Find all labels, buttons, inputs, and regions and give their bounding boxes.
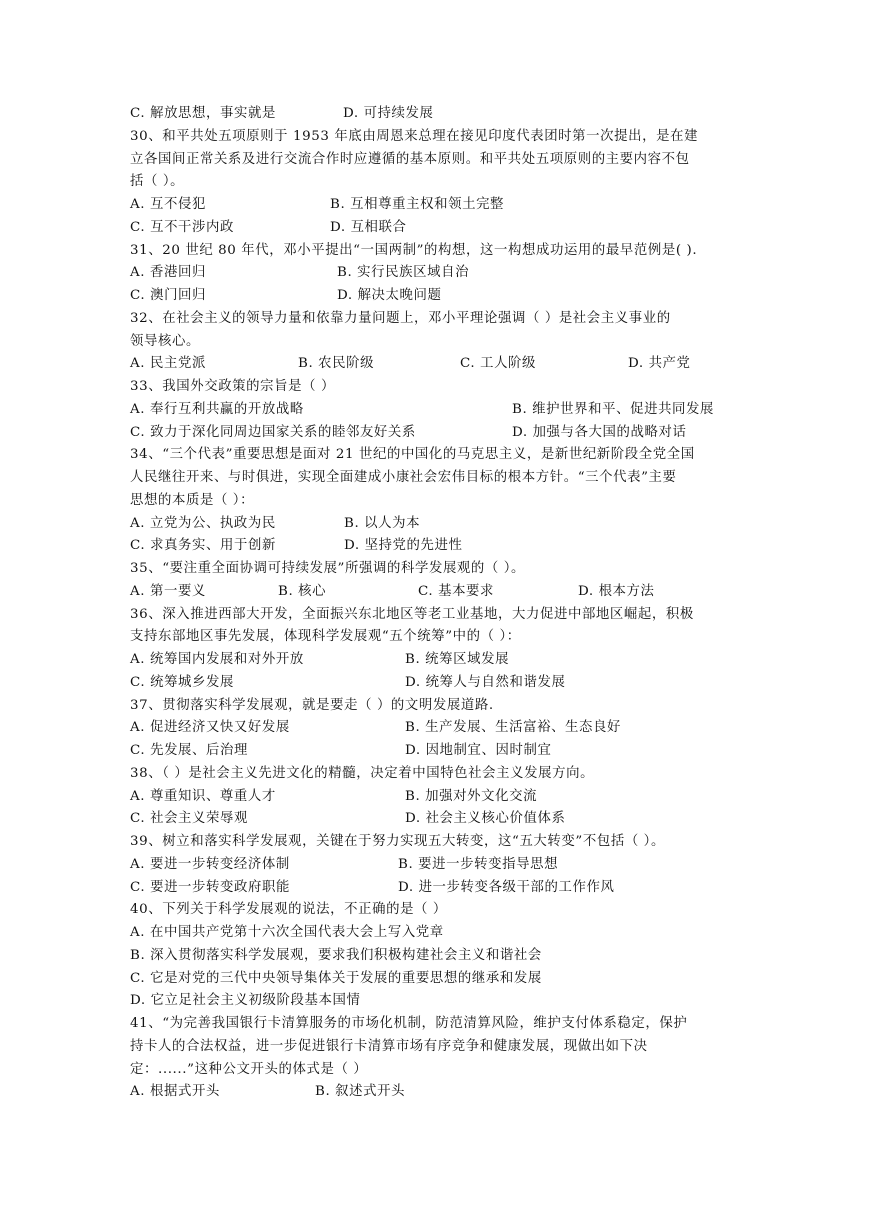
answer-option: A. 尊重知识、尊重人才 (130, 788, 276, 804)
text-line: 34、“三个代表”重要思想是面对 21 世纪的中国化的马克思主义，是新世纪新阶段全党全国 (130, 447, 695, 463)
answer-option: C. 互不干涉内政 (130, 219, 235, 235)
text-line: 立各国间正常关系及进行交流合作时应遵循的基本原则。和平共处五项原则的主要内容不包 (130, 151, 690, 167)
answer-option: D. 可持续发展 (343, 106, 434, 121)
options-line (130, 104, 740, 124)
answer-option: D. 互相联合 (330, 219, 407, 235)
answer-option: A. 第一要义 (130, 583, 206, 599)
text-line: 37、贯彻落实科学发展观，就是要走（ ）的文明发展道路. (130, 697, 494, 713)
answer-option: D. 根本方法 (578, 583, 655, 599)
options-line (130, 400, 740, 420)
answer-option: A. 要进一步转变经济体制 (130, 856, 290, 872)
answer-option: D. 加强与各大国的战略对话 (512, 424, 687, 440)
options-line (130, 787, 740, 807)
text-line: 32、在社会主义的领导力量和依靠力量问题上，邓小平理论强调（ ）是社会主义事业的 (130, 310, 671, 326)
answer-option: B. 以人为本 (344, 515, 421, 531)
text-line: 思想的本质是（ ）： (130, 492, 255, 508)
answer-option: C. 解放思想，事实就是 (130, 106, 276, 121)
answer-option: A. 根据式开头 (130, 1084, 220, 1100)
answer-option: C. 要进一步转变政府职能 (130, 879, 290, 895)
answer-option: C. 求真务实、用于创新 (130, 538, 276, 554)
options-line (130, 263, 740, 283)
options-line (130, 423, 740, 443)
text-line: 31、20 世纪 80 年代，邓小平提出“一国两制”的构想，这一构想成功运用的最早范例是( ). (130, 242, 698, 258)
text-line: 38、（ ）是社会主义先进文化的精髓，决定着中国特色社会主义发展方向。 (130, 765, 595, 781)
answer-option: D. 统筹人与自然和谐发展 (405, 674, 566, 690)
text-line: C. 它是对党的三代中央领导集体关于发展的重要思想的继承和发展 (130, 970, 542, 986)
text-line: 30、和平共处五项原则于 1953 年底由周恩来总理在接见印度代表团时第一次提出，是在建 (130, 128, 699, 144)
text-line: 39、树立和落实科学发展观，关键在于努力实现五大转变，这“五大转变”不包括（ ）。 (130, 834, 665, 849)
answer-option: A. 互不侵犯 (130, 197, 206, 212)
answer-option: B. 维护世界和平、促进共同发展 (512, 401, 715, 417)
answer-option: B. 要进一步转变指导思想 (398, 856, 559, 872)
text-line: 41、“为完善我国银行卡清算服务的市场化机制，防范清算风险，维护支付体系稳定，保护 (130, 1016, 688, 1031)
options-line (130, 855, 740, 875)
answer-option: A. 促进经济又快又好发展 (130, 720, 290, 736)
answer-option: B. 统筹区域发展 (405, 652, 510, 667)
answer-option: C. 工人阶级 (460, 356, 537, 372)
options-line (130, 878, 740, 898)
answer-option: A. 香港回归 (130, 265, 206, 281)
text-line: A. 在中国共产党第十六次全国代表大会上写入党章 (130, 925, 444, 940)
options-line (130, 354, 740, 374)
text-line: 定：......”这种公文开头的体式是（ ） (130, 1061, 368, 1077)
options-line (130, 286, 740, 306)
text-line: 支持东部地区事先发展，体现科学发展观“五个统筹”中的（ ）： (130, 629, 521, 645)
options-line (130, 218, 740, 238)
answer-option: C. 社会主义荣辱观 (130, 811, 249, 827)
answer-option: D. 因地制宜、因时制宜 (405, 743, 552, 758)
text-line: 36、深入推进西部大开发，全面振兴东北地区等老工业基地，大力促进中部地区崛起，积极 (130, 606, 694, 622)
options-line (130, 809, 740, 829)
answer-option: D. 共产党 (628, 356, 691, 372)
text-line: 领导核心。 (130, 333, 200, 349)
answer-option: C. 统筹城乡发展 (130, 674, 235, 690)
text-line: 括（ ）。 (130, 174, 185, 190)
options-line (130, 741, 740, 761)
answer-option: D. 解决太晚问题 (337, 288, 442, 303)
answer-option: D. 社会主义核心价值体系 (405, 811, 566, 827)
answer-option: B. 加强对外文化交流 (405, 788, 538, 804)
text-line: 33、我国外交政策的宗旨是（ ） (130, 379, 335, 394)
answer-option: A. 立党为公、执政为民 (130, 515, 276, 531)
answer-option: D. 进一步转变各级干部的工作作风 (398, 879, 615, 895)
answer-option: B. 互相尊重主权和领土完整 (330, 197, 505, 212)
options-line (130, 582, 740, 602)
text-line: 人民继往开来、与时俱进，实现全面建成小康社会宏伟目标的根本方针。“三个代表”主要 (130, 470, 677, 485)
answer-option: B. 核心 (278, 583, 327, 599)
answer-option: A. 奉行互利共赢的开放战略 (130, 401, 304, 417)
options-line (130, 536, 740, 556)
options-line (130, 673, 740, 693)
answer-option: C. 基本要求 (418, 583, 495, 599)
text-line: 40、下列关于科学发展观的说法，不正确的是（ ） (130, 902, 447, 918)
options-line (130, 195, 740, 215)
text-line: 35、“要注重全面协调可持续发展”所强调的科学发展观的（ ）。 (130, 561, 526, 576)
text-line: 持卡人的合法权益，进一步促进银行卡清算市场有序竞争和健康发展，现做出如下决 (130, 1038, 648, 1054)
answer-option: A. 民主党派 (130, 356, 206, 372)
answer-option: B. 实行民族区域自治 (337, 265, 470, 281)
answer-option: A. 统筹国内发展和对外开放 (130, 652, 304, 667)
answer-option: B. 农民阶级 (298, 356, 375, 372)
answer-option: C. 澳门回归 (130, 288, 207, 303)
options-line (130, 514, 740, 534)
answer-option: B. 生产发展、生活富裕、生态良好 (405, 720, 622, 736)
text-line: B. 深入贯彻落实科学发展观，要求我们积极构建社会主义和谐社会 (130, 947, 542, 963)
answer-option: C. 先发展、后治理 (130, 743, 249, 758)
options-line (130, 718, 740, 738)
text-line: D. 它立足社会主义初级阶段基本国情 (130, 993, 361, 1009)
answer-option: D. 坚持党的先进性 (344, 538, 463, 554)
answer-option: B. 叙述式开头 (315, 1084, 406, 1100)
answer-option: C. 致力于深化同周边国家关系的睦邻友好关系 (130, 424, 416, 440)
options-line (130, 1082, 740, 1102)
options-line (130, 650, 740, 670)
